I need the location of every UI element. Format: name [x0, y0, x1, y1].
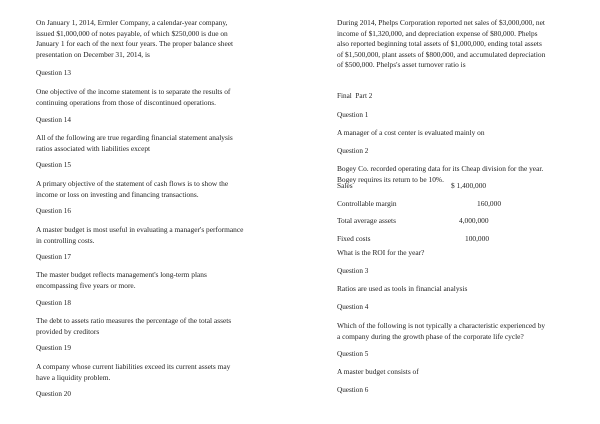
question-18-heading: Question 18	[36, 299, 71, 307]
question-4-text: Which of the following is not typically a characteristic experienced by a company during the growth phase of the corporate life cycle?	[337, 321, 546, 341]
question-2-heading: Question 2	[337, 147, 369, 155]
final-part-2-heading: Final Part 2	[337, 92, 373, 100]
table-label-sales: Sales	[337, 181, 353, 190]
question-6-heading: Question 6	[337, 386, 369, 394]
question-18-text: The debt to assets ratio measures the percentage of the total assets provided by creditors	[36, 316, 232, 336]
question-15-heading: Question 15	[36, 161, 71, 169]
table-value-total-average-assets: 4,000,000	[459, 216, 489, 225]
question-16-heading: Question 16	[36, 207, 71, 215]
question-1-heading: Question 1	[337, 111, 369, 119]
question-17-text: The master budget reflects management's long-term plans encompassing five years or more.	[36, 270, 207, 290]
phelps-question-text: During 2014, Phelps Corporation reported net sales of $3,000,000, net income of $1,320,000, and depreciation expense of $80,000. Phelps also reported beginning total assets of $1,000,000, ending total assets of $1,500,000, plant assets of $800,000, and accumulated depreciation of $500,000. Phelps's asset turnover ratio is	[337, 18, 546, 70]
table-value-fixed-costs: 100,000	[465, 234, 490, 243]
table-label-total-average-assets: Total average assets	[337, 216, 396, 225]
question-3-text: Ratios are used as tools in financial analysis	[337, 284, 468, 293]
question-1-text: A manager of a cost center is evaluated mainly on	[337, 128, 485, 137]
question-13-heading: Question 13	[36, 69, 71, 77]
table-label-fixed-costs: Fixed costs	[337, 234, 371, 243]
question-20-heading: Question 20	[36, 390, 71, 398]
question-19-heading: Question 19	[36, 344, 71, 352]
question-19-text: A company whose current liabilities exceed its current assets may have a liquidity problem.	[36, 362, 231, 382]
question-2-roi-text: What is the ROI for the year?	[337, 248, 425, 257]
question-14-text: All of the following are true regarding financial statement analysis ratios associated with liabilities except	[36, 133, 233, 153]
question-3-heading: Question 3	[337, 267, 369, 275]
table-value-sales: $ 1,400,000	[451, 181, 487, 190]
ermler-question-text: On January 1, 2014, Ermler Company, a calendar-year company, issued $1,000,000 of notes payable, of which $250,000 is due on January 1 for each of the next four years. The proper balance sheet presentation on December 31, 2014, is	[36, 18, 234, 59]
table-label-controllable-margin: Controllable margin	[337, 199, 397, 208]
question-5-text: A master budget consists of	[337, 367, 419, 376]
question-14-heading: Question 14	[36, 116, 71, 124]
table-value-controllable-margin: 160,000	[477, 199, 502, 208]
question-15-text: A primary objective of the statement of cash flows is to show the income or loss on investing and financing transactions.	[36, 179, 229, 199]
question-16-text: A master budget is most useful in evaluating a manager's performance in controlling costs.	[36, 225, 244, 245]
question-2-text: Bogey Co. recorded operating data for its Cheap division for the year. Bogey requires its return to be 10%.	[337, 164, 544, 184]
question-4-heading: Question 4	[337, 303, 369, 311]
question-17-heading: Question 17	[36, 253, 71, 261]
question-13-text: One objective of the income statement is to separate the results of continuing operations from those of discontinued operations.	[36, 87, 231, 107]
question-5-heading: Question 5	[337, 350, 369, 358]
